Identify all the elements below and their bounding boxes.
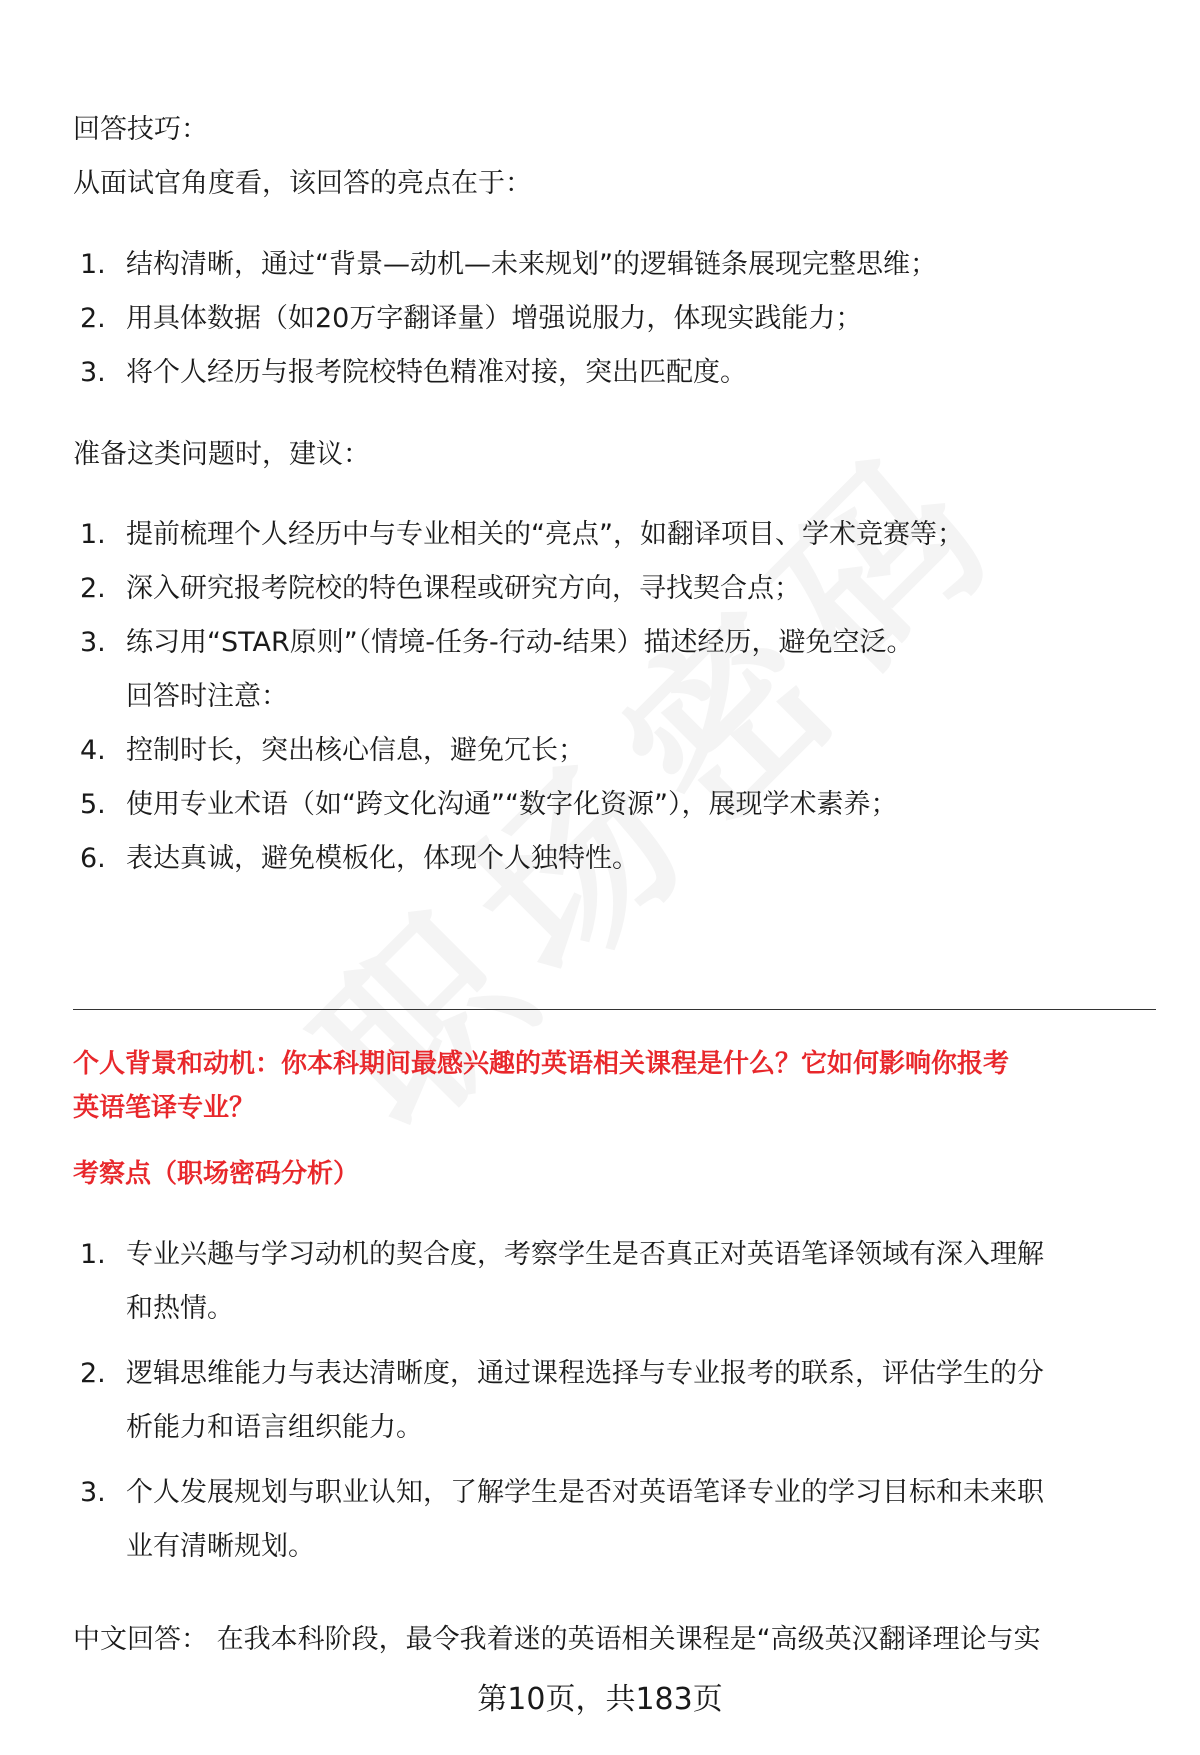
list-item: 2. 用具体数据（如20万字翻译量）增强说服力，体现实践能力；	[80, 303, 863, 334]
tips-intro: 从面试官角度看，该回答的亮点在于：	[73, 168, 532, 199]
advice-intro: 准备这类问题时，建议：	[73, 439, 370, 470]
list-item: 1. 专业兴趣与学习动机的契合度，考察学生是否真正对英语笔译领域有深入理解	[80, 1239, 1044, 1270]
question-title: 个人背景和动机：你本科期间最感兴趣的英语相关课程是什么？它如何影响你报考	[73, 1049, 1010, 1079]
section-divider	[73, 1009, 1156, 1010]
list-item-cont: 业有清晰规划。	[126, 1531, 315, 1562]
page-footer: 第10页，共183页	[477, 1682, 723, 1717]
list-item-cont: 析能力和语言组织能力。	[126, 1412, 423, 1443]
list-item: 6. 表达真诚，避免模板化，体现个人独特性。	[80, 843, 639, 874]
list-item-cont: 和热情。	[126, 1293, 234, 1324]
list-item: 1. 提前梳理个人经历中与专业相关的“亮点”，如翻译项目、学术竞赛等；	[80, 519, 964, 550]
tips-heading: 回答技巧：	[73, 114, 208, 145]
notice-label: 回答时注意：	[126, 681, 288, 712]
list-item: 3. 练习用“STAR原则”（情境-任务-行动-结果）描述经历，避免空泛。	[80, 627, 914, 658]
list-item: 2. 深入研究报考院校的特色课程或研究方向，寻找契合点；	[80, 573, 801, 604]
list-item: 3. 个人发展规划与职业认知，了解学生是否对英语笔译专业的学习目标和未来职	[80, 1477, 1044, 1508]
question-title-cont: 英语笔译专业？	[73, 1093, 256, 1123]
list-item: 1. 结构清晰，通过“背景—动机—未来规划”的逻辑链条展现完整思维；	[80, 249, 937, 280]
list-item: 3. 将个人经历与报考院校特色精准对接，突出匹配度。	[80, 357, 747, 388]
focus-heading: 考察点（职场密码分析）	[73, 1159, 360, 1189]
list-item: 2. 逻辑思维能力与表达清晰度，通过课程选择与专业报考的联系，评估学生的分	[80, 1358, 1044, 1389]
list-item: 4. 控制时长，突出核心信息，避免冗长；	[80, 735, 585, 766]
list-item: 5. 使用专业术语（如“跨文化沟通”“数字化资源”），展现学术素养；	[80, 789, 898, 820]
answer-start: 中文回答： 在我本科阶段，最令我着迷的英语相关课程是“高级英汉翻译理论与实	[73, 1624, 1041, 1655]
